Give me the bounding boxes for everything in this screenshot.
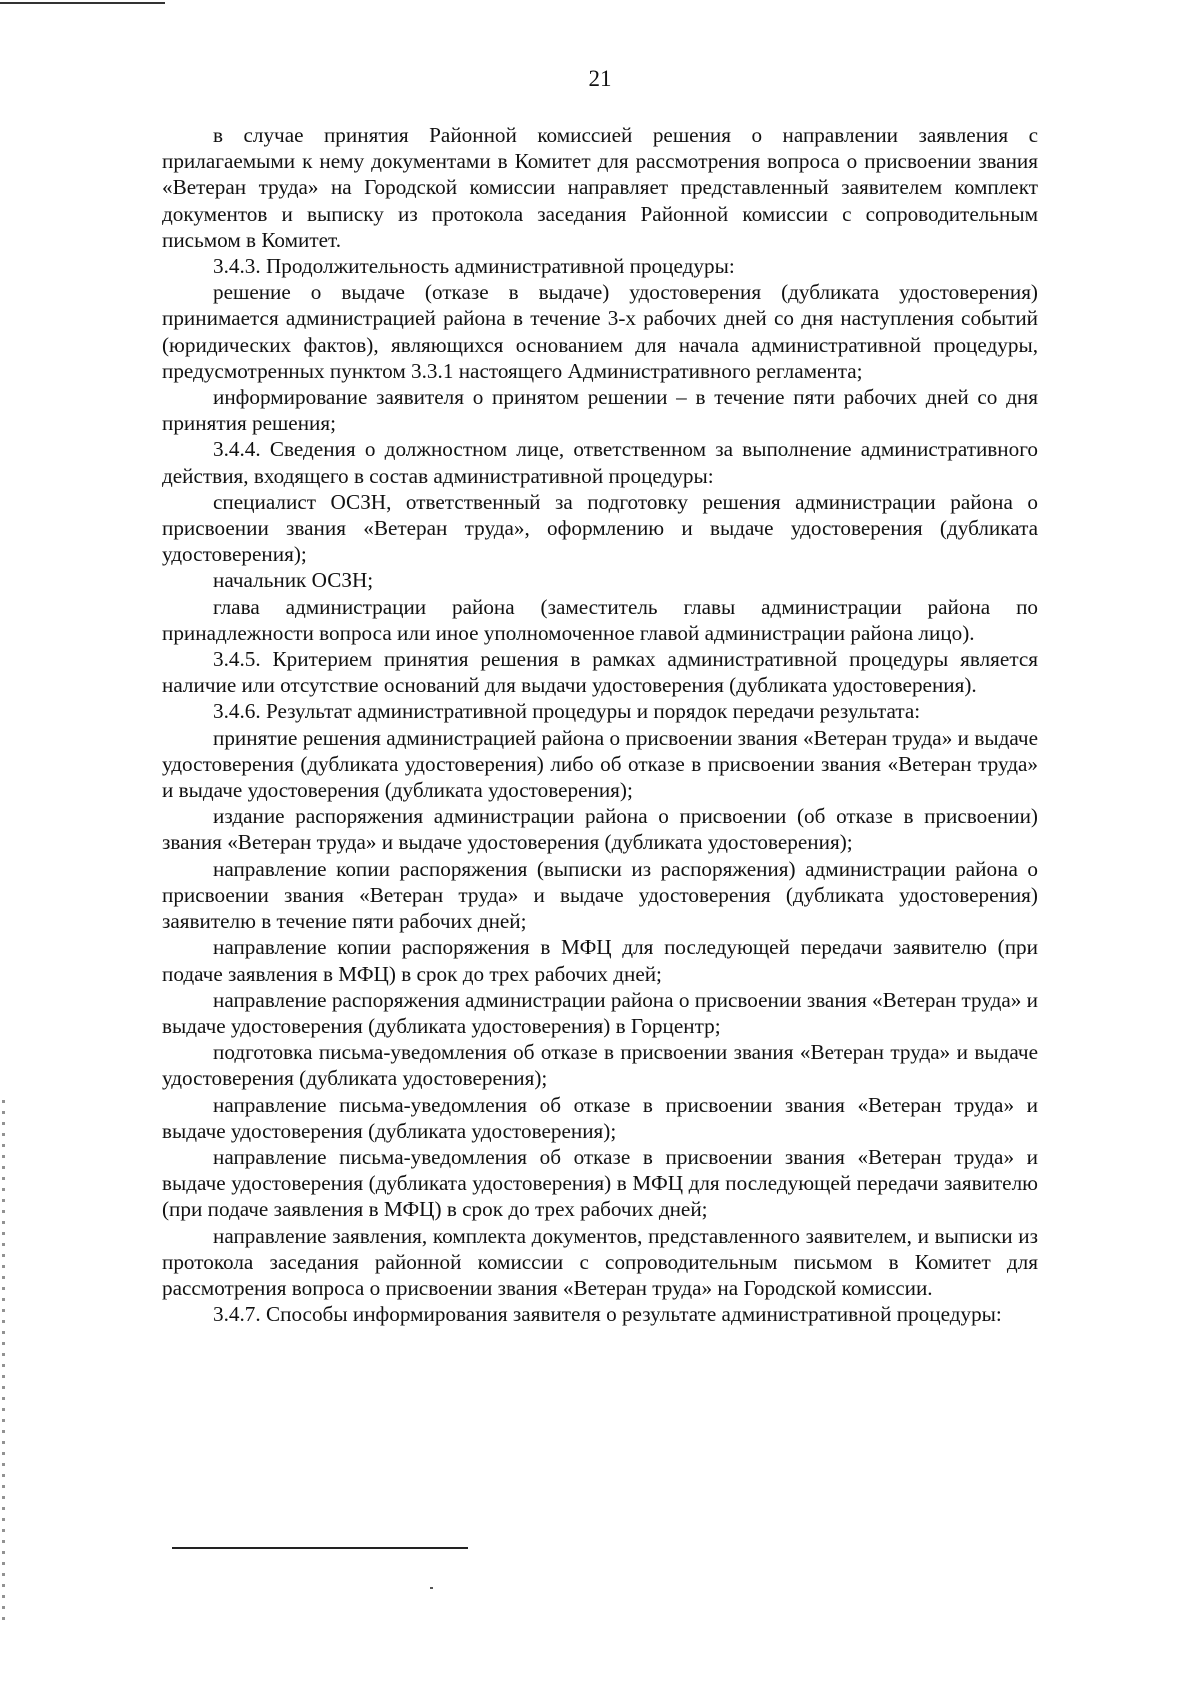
paragraph: 3.4.6. Результат административной процедуры и порядок передачи результата: — [213, 699, 921, 724]
paragraph: информирование заявителя о принятом решении – в течение пяти рабочих дней со дня принятия решения; — [162, 385, 1038, 436]
scan-margin-marks — [2, 1100, 5, 1620]
scan-speck — [430, 1587, 433, 1589]
paragraph: направление распоряжения администрации района о присвоении звания «Ветеран труда» и выдаче удостоверения (дубликата удостоверения) в Горцентр; — [162, 987, 1038, 1038]
paragraph: подготовка письма-уведомления об отказе в присвоении звания «Ветеран труда» и выдаче удостоверения (дубликата удостоверения); — [162, 1040, 1038, 1091]
paragraph: принятие решения администрацией района о присвоении звания «Ветеран труда» и выдаче удостоверения (дубликата удостоверения) либо об отказе в присвоении звания «Ветеран труда» и выдаче удостоверения (дубликата удостоверения); — [162, 725, 1038, 803]
paragraph: направление письма-уведомления об отказе в присвоении звания «Ветеран труда» и выдаче удостоверения (дубликата удостоверения); — [162, 1092, 1038, 1143]
paragraph: в случае принятия Районной комиссией решения о направлении заявления с прилагаемыми к нему документами в Комитет для рассмотрения вопроса о присвоении звания «Ветеран труда» на Городской комиссии направляет представленный заявителем комплект документов и выписку из протокола заседания Районной комиссии с сопроводительным письмом в Комитет. — [162, 123, 1038, 252]
paragraph: издание распоряжения администрации района о присвоении (об отказе в присвоении) звания «Ветеран труда» и выдаче удостоверения (дубликата удостоверения); — [162, 804, 1038, 855]
page-number: 21 — [588, 66, 612, 91]
paragraph: глава администрации района (заместитель главы администрации района по принадлежности вопроса или иное уполномоченное главой администрации района лицо). — [162, 594, 1038, 645]
paragraph: направление копии распоряжения (выписки из распоряжения) администрации района о присвоении звания «Ветеран труда» и выдаче удостоверения (дубликата удостоверения) заявителю в течение пяти рабочих дней; — [162, 856, 1038, 934]
paragraph: решение о выдаче (отказе в выдаче) удостоверения (дубликата удостоверения) принимается администрацией района в течение 3-х рабочих дней со дня наступления событий (юридических фактов), являющихся основанием для начала административной процедуры, предусмотренных пунктом 3.3.1 настоящего Административного регламента; — [162, 280, 1038, 383]
document-body — [162, 122, 1038, 1327]
paragraph: направление заявления, комплекта документов, представленного заявителем, и выписки из протокола заседания районной комиссии с сопроводительным письмом в Комитет для рассмотрения вопроса о присвоении звания «Ветеран труда» на Городской комиссии. — [162, 1223, 1038, 1300]
paragraph: направление копии распоряжения в МФЦ для последующей передачи заявителю (при подаче заявления в МФЦ) в срок до трех рабочих дней; — [162, 935, 1038, 986]
paragraph: 3.4.7. Способы информирования заявителя о результате административной процедуры: — [213, 1302, 1002, 1327]
paragraph: начальник ОСЗН; — [213, 568, 374, 593]
footnote-separator — [172, 1547, 468, 1549]
paragraph: направление письма-уведомления об отказе в присвоении звания «Ветеран труда» и выдаче удостоверения (дубликата удостоверения) в МФЦ для последующей передачи заявителю (при подаче заявления в МФЦ) в срок до трех рабочих дней; — [162, 1144, 1038, 1222]
scan-top-rule — [0, 2, 165, 4]
paragraph: специалист ОСЗН, ответственный за подготовку решения администрации района о присвоении звания «Ветеран труда», оформлению и выдаче удостоверения (дубликата удостоверения); — [162, 489, 1038, 567]
paragraph: 3.4.5. Критерием принятия решения в рамках административной процедуры является наличие или отсутствие оснований для выдачи удостоверения (дубликата удостоверения). — [162, 647, 1038, 698]
paragraph: 3.4.4. Сведения о должностном лице, ответственном за выполнение административного действия, входящего в состав административной процедуры: — [162, 437, 1038, 488]
paragraph: 3.4.3. Продолжительность административной процедуры: — [213, 254, 735, 279]
